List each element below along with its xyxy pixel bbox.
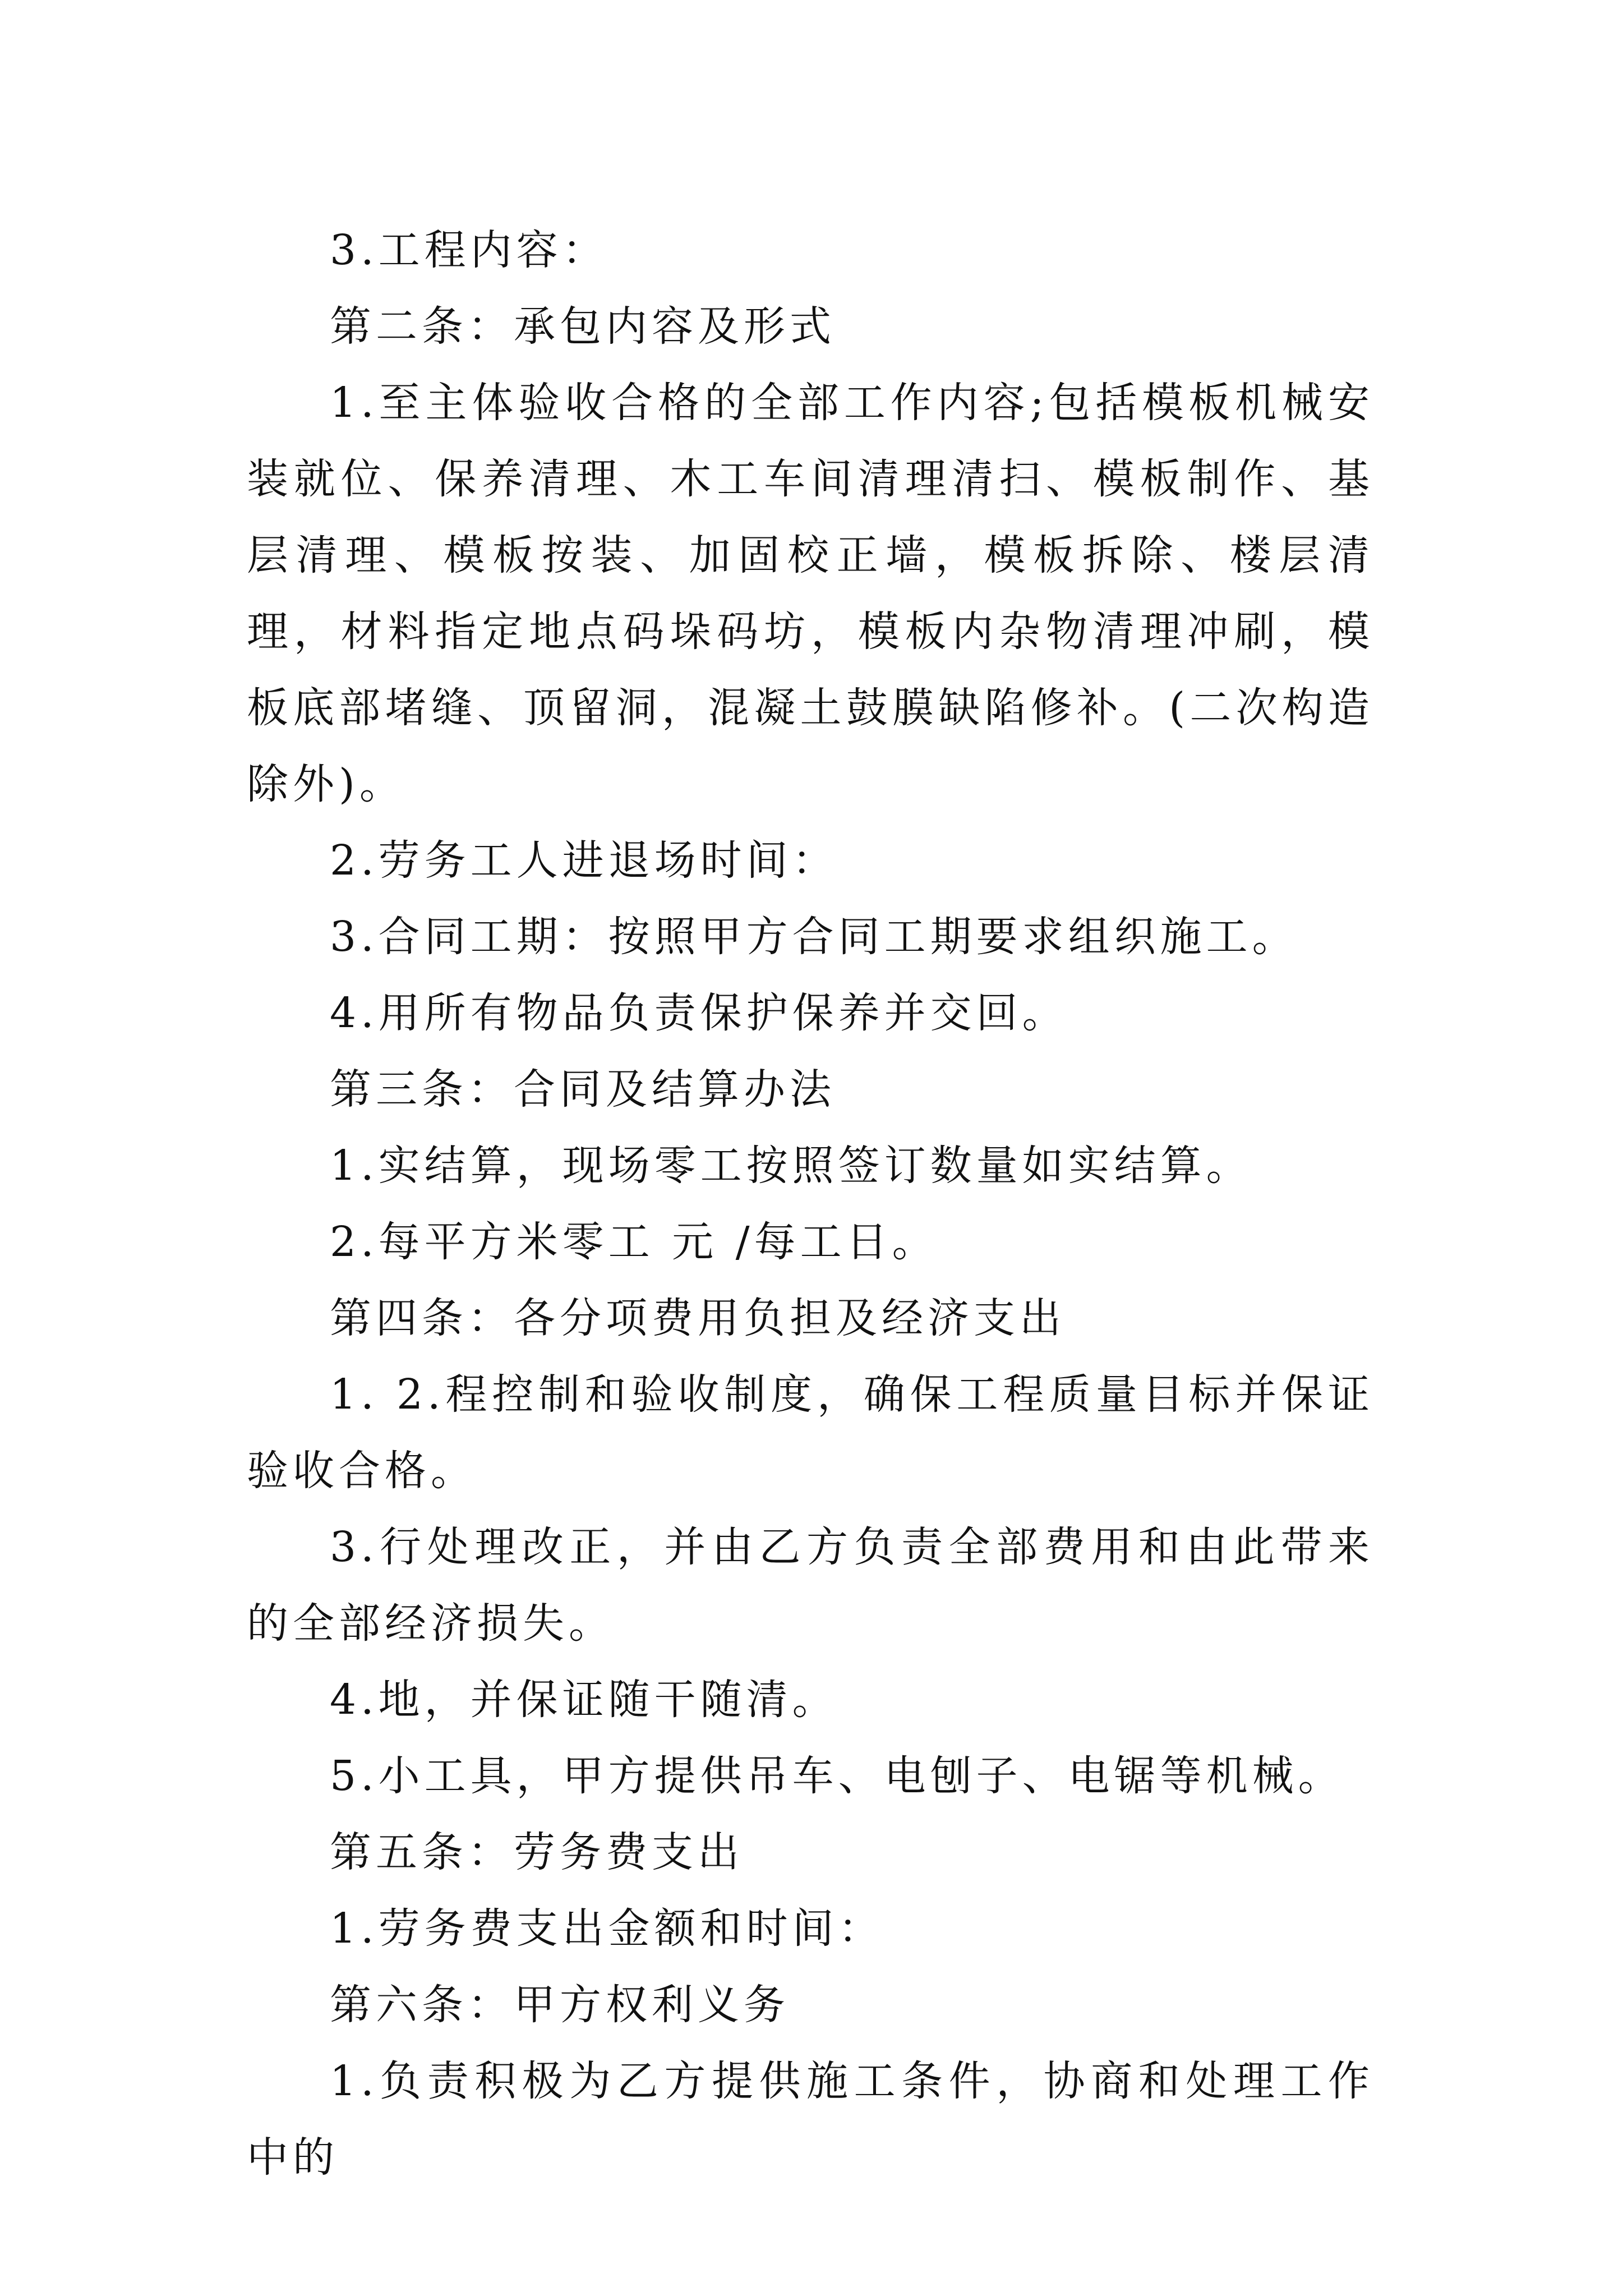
paragraph-worker-schedule: 2.劳务工人进退场时间：	[330, 836, 838, 885]
paragraph-quality-control: 1. 2.程控制和验收制度，确保工程质量目标并保证验收合格。	[247, 1370, 1374, 1495]
paragraph-rectification: 3.行处理改正，并由乙方负责全部费用和由此带来的全部经济损失。	[247, 1523, 1374, 1648]
paragraph-party-a-duties: 1.负责积极为乙方提供施工条件，协商和处理工作中的	[247, 2057, 1374, 2182]
heading-article-4: 第四条：各分项费用负担及经济支出	[330, 1294, 1066, 1342]
paragraph-settlement: 1.实结算，现场零工按照签订数量如实结算。	[330, 1142, 1252, 1190]
heading-article-5: 第五条：劳务费支出	[330, 1828, 744, 1876]
paragraph-scope-of-work: 1.至主体验收合格的全部工作内容;包括模板机械安装就位、保养清理、木工车间清理清扫、模板制作、基层清理、模板按装、加固校正墙，模板拆除、楼层清理，材料指定地点码垛码坊，模板内杂物清理冲刷，模板底部堵缝、顶留洞，混凝土鼓膜缺陷修补。(二次构造除外)。	[247, 379, 1374, 808]
document-body	[247, 212, 1374, 2196]
paragraph-tools: 5.小工具，甲方提供吊车、电刨子、电锯等机械。	[330, 1752, 1344, 1800]
heading-article-2: 第二条：承包内容及形式	[330, 302, 836, 351]
paragraph-site-cleaning: 4.地，并保证随干随清。	[330, 1676, 838, 1724]
paragraph-contract-period: 3.合同工期：按照甲方合同工期要求组织施工。	[330, 913, 1298, 961]
heading-article-6: 第六条：甲方权利义务	[330, 1981, 790, 2029]
paragraph-daily-rate: 2.每平方米零工 元 /每工日。	[330, 1218, 938, 1266]
paragraph-project-content: 3.工程内容：	[330, 226, 608, 274]
heading-article-3: 第三条：合同及结算办法	[330, 1065, 836, 1114]
paragraph-items-care: 4.用所有物品负责保护保养并交回。	[330, 989, 1068, 1037]
paragraph-labor-payment: 1.劳务费支出金额和时间：	[330, 1904, 884, 1953]
